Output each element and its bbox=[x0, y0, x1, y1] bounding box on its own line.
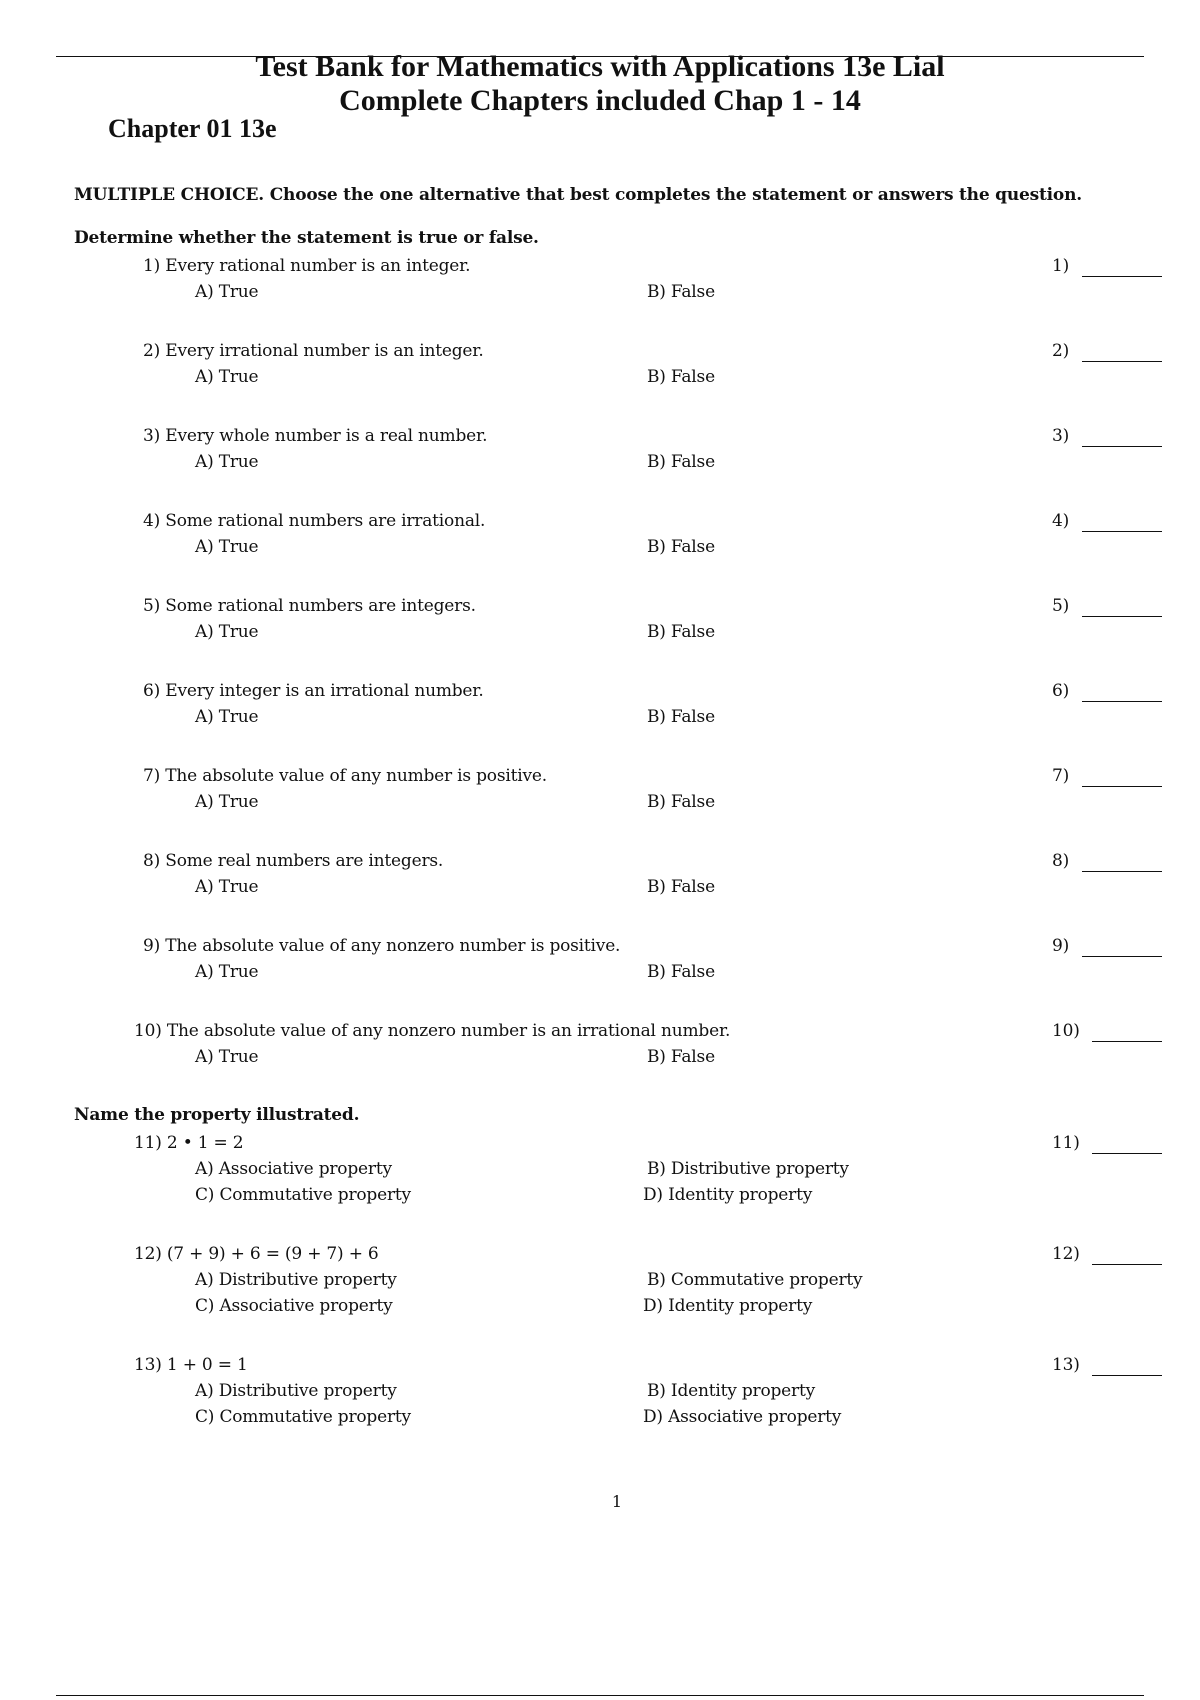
answer-blank[interactable] bbox=[1092, 1041, 1162, 1042]
option[interactable]: B) Commutative property bbox=[647, 1270, 863, 1290]
answer-number: 8) bbox=[1052, 851, 1070, 871]
question-text: 10) The absolute value of any nonzero number is an irrational number. bbox=[134, 1021, 731, 1041]
option[interactable]: B) False bbox=[647, 282, 715, 302]
document-title-line1: Test Bank for Mathematics with Applications 13e Lial bbox=[255, 50, 945, 83]
option[interactable]: A) True bbox=[195, 962, 259, 982]
answer-number: 5) bbox=[1052, 596, 1070, 616]
answer-number: 10) bbox=[1052, 1021, 1080, 1041]
question-text: 6) Every integer is an irrational number. bbox=[143, 681, 484, 701]
question bbox=[0, 1133, 1200, 1233]
answer-blank[interactable] bbox=[1092, 1375, 1162, 1376]
instructions: MULTIPLE CHOICE. Choose the one alternative that best completes the statement or answers the question. bbox=[74, 185, 1082, 205]
question-text: 3) Every whole number is a real number. bbox=[143, 426, 488, 446]
option[interactable]: D) Identity property bbox=[643, 1185, 813, 1205]
option[interactable]: B) False bbox=[647, 537, 715, 557]
question bbox=[0, 256, 1200, 336]
question bbox=[0, 511, 1200, 591]
option[interactable]: A) True bbox=[195, 1047, 259, 1067]
option[interactable]: B) Distributive property bbox=[647, 1159, 849, 1179]
document-title-line2: Complete Chapters included Chap 1 - 14 bbox=[339, 84, 861, 117]
option[interactable]: A) True bbox=[195, 367, 259, 387]
section-heading-true-false: Determine whether the statement is true or false. bbox=[74, 228, 539, 248]
question-text: 9) The absolute value of any nonzero number is positive. bbox=[143, 936, 621, 956]
answer-blank[interactable] bbox=[1082, 786, 1162, 787]
option[interactable]: A) True bbox=[195, 707, 259, 727]
option[interactable]: B) False bbox=[647, 707, 715, 727]
option[interactable]: B) False bbox=[647, 877, 715, 897]
option[interactable]: D) Identity property bbox=[643, 1296, 813, 1316]
answer-blank[interactable] bbox=[1092, 1264, 1162, 1265]
section-heading-property: Name the property illustrated. bbox=[74, 1105, 360, 1125]
option[interactable]: B) False bbox=[647, 962, 715, 982]
option[interactable]: A) True bbox=[195, 537, 259, 557]
question bbox=[0, 341, 1200, 421]
answer-number: 3) bbox=[1052, 426, 1070, 446]
question-text: 5) Some rational numbers are integers. bbox=[143, 596, 476, 616]
answer-number: 6) bbox=[1052, 681, 1070, 701]
option[interactable]: A) Associative property bbox=[195, 1159, 392, 1179]
question bbox=[0, 596, 1200, 676]
option[interactable]: B) False bbox=[647, 452, 715, 472]
answer-blank[interactable] bbox=[1082, 446, 1162, 447]
answer-number: 12) bbox=[1052, 1244, 1080, 1264]
option[interactable]: D) Associative property bbox=[643, 1407, 842, 1427]
question-text: 8) Some real numbers are integers. bbox=[143, 851, 444, 871]
answer-number: 7) bbox=[1052, 766, 1070, 786]
option[interactable]: B) False bbox=[647, 622, 715, 642]
answer-blank[interactable] bbox=[1082, 531, 1162, 532]
answer-blank[interactable] bbox=[1092, 1153, 1162, 1154]
bottom-rule bbox=[56, 1695, 1144, 1696]
question-text: 13) 1 + 0 = 1 bbox=[134, 1355, 248, 1375]
option[interactable]: C) Commutative property bbox=[195, 1185, 411, 1205]
question bbox=[0, 681, 1200, 761]
answer-number: 13) bbox=[1052, 1355, 1080, 1375]
question-text: 12) (7 + 9) + 6 = (9 + 7) + 6 bbox=[134, 1244, 379, 1264]
question bbox=[0, 851, 1200, 931]
answer-blank[interactable] bbox=[1082, 701, 1162, 702]
answer-blank[interactable] bbox=[1082, 616, 1162, 617]
question-text: 7) The absolute value of any number is positive. bbox=[143, 766, 547, 786]
answer-blank[interactable] bbox=[1082, 361, 1162, 362]
option[interactable]: C) Commutative property bbox=[195, 1407, 411, 1427]
answer-number: 2) bbox=[1052, 341, 1070, 361]
question bbox=[0, 1021, 1200, 1101]
answer-blank[interactable] bbox=[1082, 871, 1162, 872]
option[interactable]: B) False bbox=[647, 1047, 715, 1067]
option[interactable]: B) False bbox=[647, 792, 715, 812]
question-text: 2) Every irrational number is an integer. bbox=[143, 341, 484, 361]
answer-number: 11) bbox=[1052, 1133, 1080, 1153]
answer-blank[interactable] bbox=[1082, 956, 1162, 957]
question bbox=[0, 936, 1200, 1016]
question bbox=[0, 766, 1200, 846]
option[interactable]: C) Associative property bbox=[195, 1296, 393, 1316]
option[interactable]: A) True bbox=[195, 792, 259, 812]
option[interactable]: A) True bbox=[195, 282, 259, 302]
option[interactable]: B) False bbox=[647, 367, 715, 387]
answer-number: 9) bbox=[1052, 936, 1070, 956]
answer-blank[interactable] bbox=[1082, 276, 1162, 277]
answer-number: 4) bbox=[1052, 511, 1070, 531]
question-text: 4) Some rational numbers are irrational. bbox=[143, 511, 486, 531]
option[interactable]: B) Identity property bbox=[647, 1381, 815, 1401]
option[interactable]: A) True bbox=[195, 452, 259, 472]
option[interactable]: A) Distributive property bbox=[195, 1381, 397, 1401]
chapter-heading: Chapter 01 13e bbox=[108, 114, 277, 143]
question-text: 1) Every rational number is an integer. bbox=[143, 256, 471, 276]
option[interactable]: A) True bbox=[195, 877, 259, 897]
question bbox=[0, 1355, 1200, 1455]
option[interactable]: A) True bbox=[195, 622, 259, 642]
question-text: 11) 2 • 1 = 2 bbox=[134, 1133, 244, 1153]
question bbox=[0, 1244, 1200, 1344]
option[interactable]: A) Distributive property bbox=[195, 1270, 397, 1290]
page-number: 1 bbox=[611, 1492, 623, 1511]
question bbox=[0, 426, 1200, 506]
answer-number: 1) bbox=[1052, 256, 1070, 276]
